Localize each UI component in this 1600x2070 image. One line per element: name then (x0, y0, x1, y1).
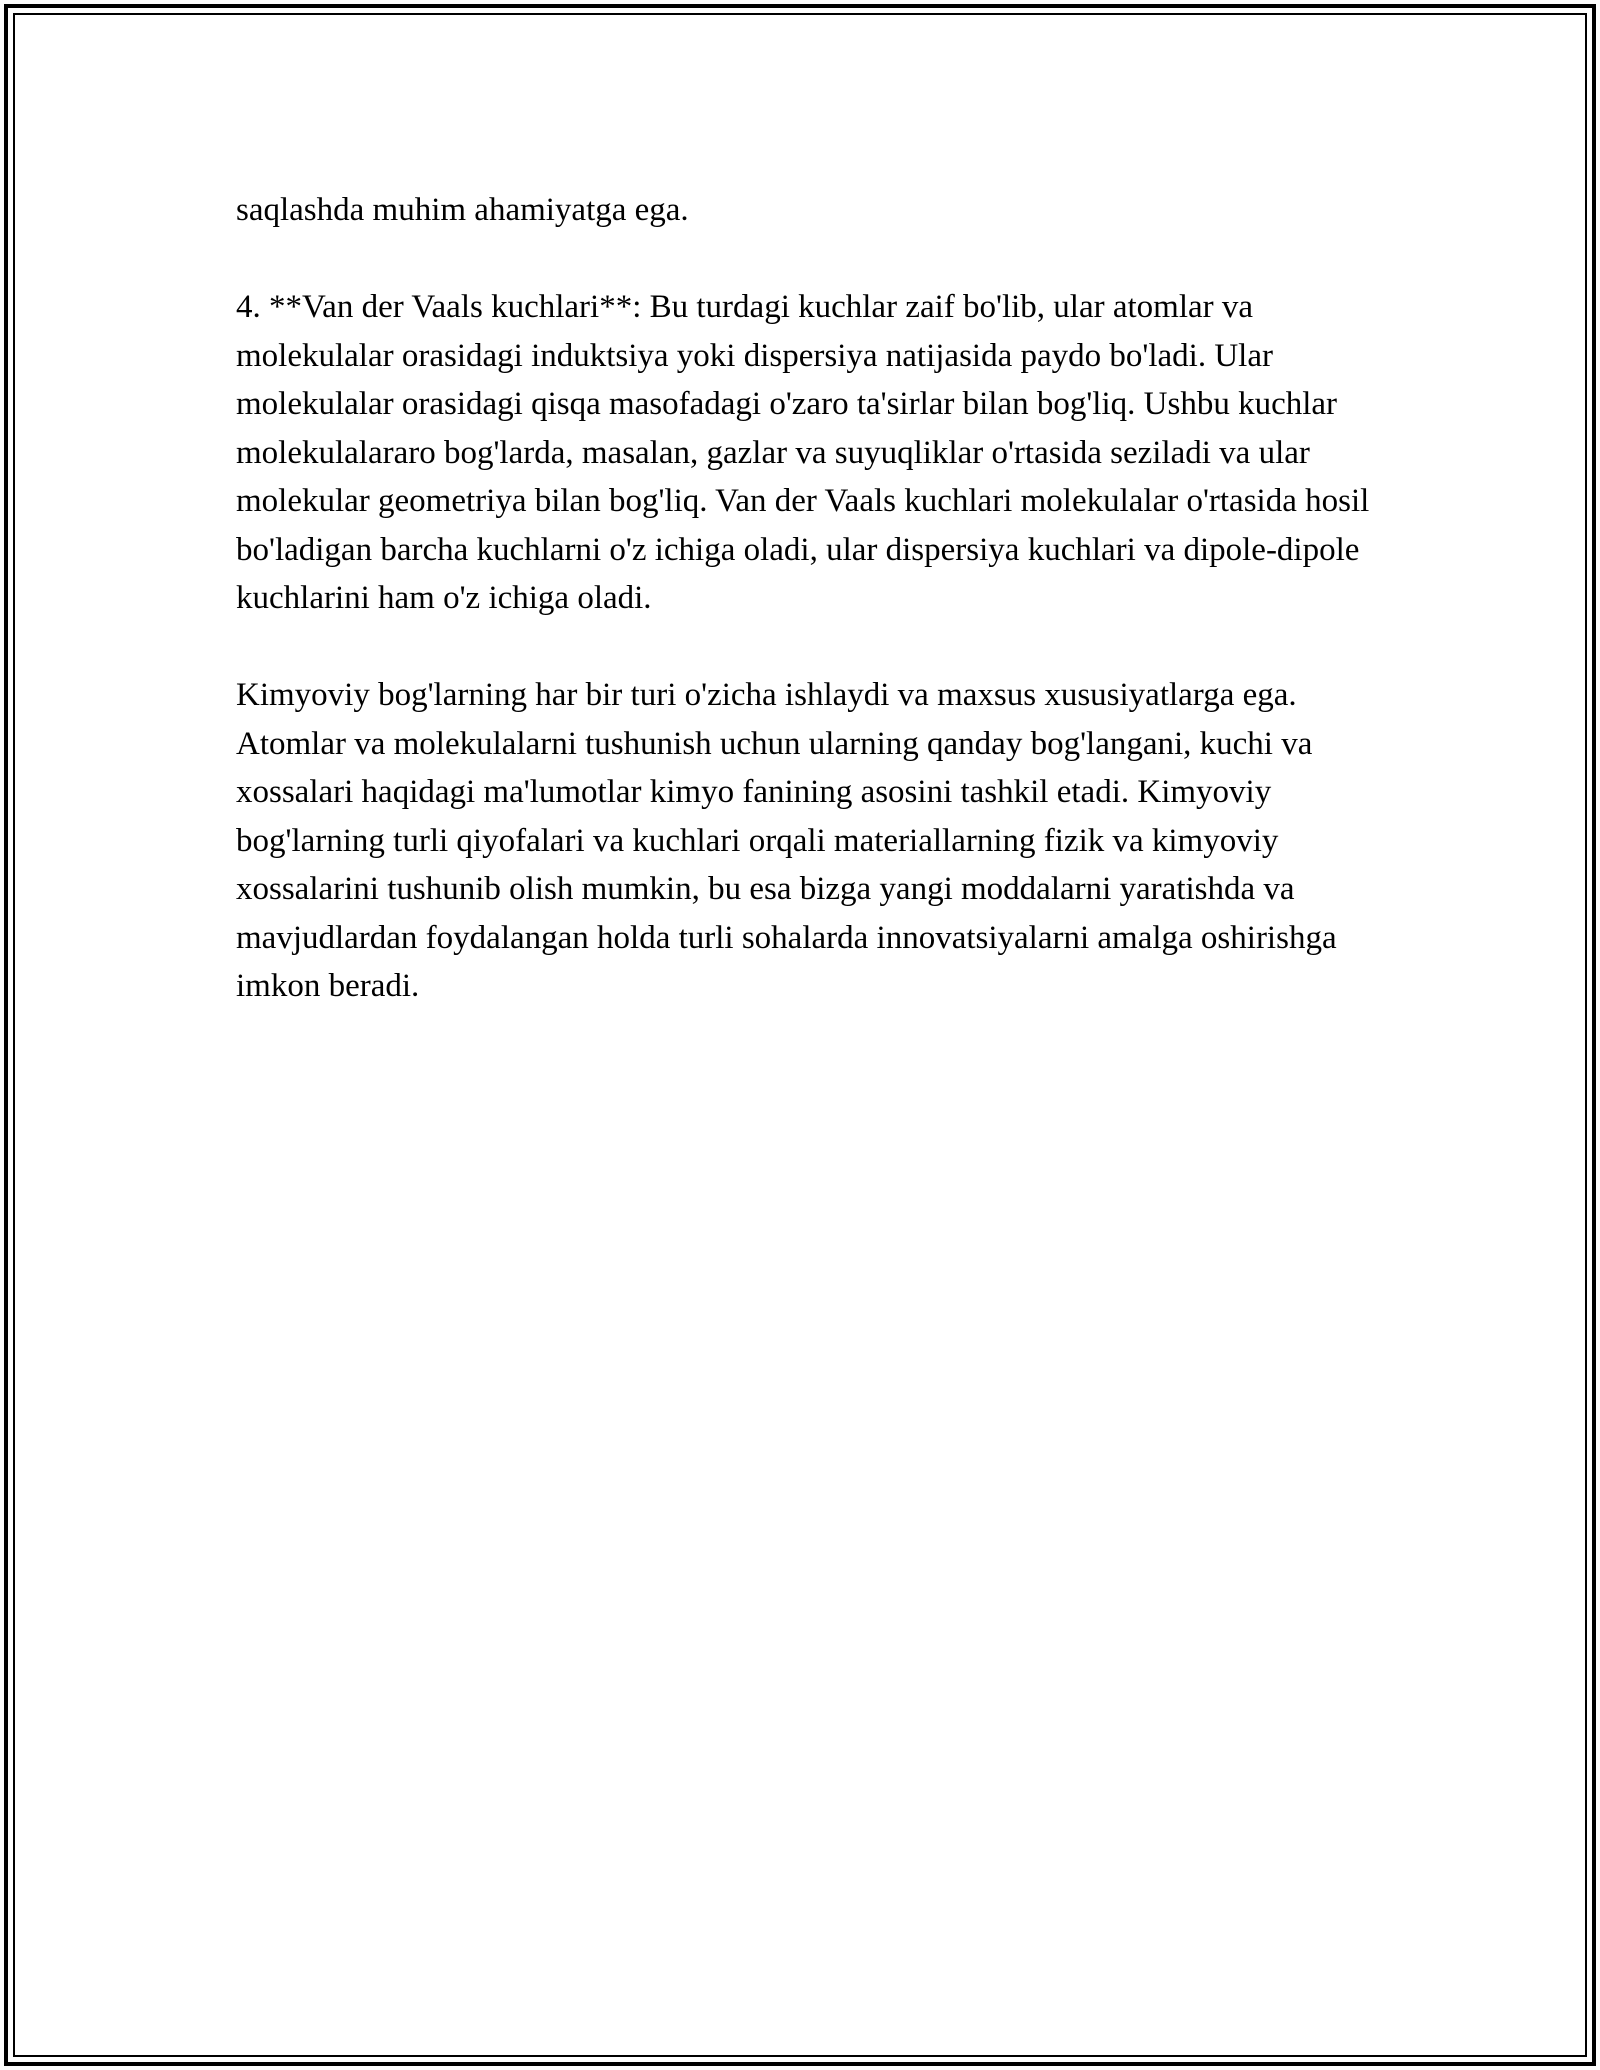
document-body (236, 186, 1376, 1059)
paragraph-conclusion: Kimyoviy bog'larning har bir turi o'zicha ishlaydi va maxsus xususiyatlarga ega. Atomlar va molekulalarni tushunish uchun ularning qanday bog'langani, kuchi va xossalari haqidagi ma'lumotlar kimyo fanining asosini tashkil etadi. Kimyoviy bog'larning turli qiyofalari va kuchlari orqali materiallarning fizik va kimyoviy xossalarini tushunib olish mumkin, bu esa bizga yangi moddalarni yaratishda va mavjudlardan foydalangan holda turli sohalarda innovatsiyalarni amalga oshirishga imkon beradi. (236, 677, 1337, 1004)
paragraph-van-der-vaals: 4. **Van der Vaals kuchlari**: Bu turdagi kuchlar zaif bo'lib, ular atomlar va molekulalar orasidagi induktsiya yoki dispersiya natijasida paydo bo'ladi. Ular molekulalar orasidagi qisqa masofadagi o'zaro ta'sirlar bilan bog'liq. Ushbu kuchlar molekulalararo bog'larda, masalan, gazlar va suyuqliklar o'rtasida seziladi va ular molekular geometriya bilan bog'liq. Van der Vaals kuchlari molekulalar o'rtasida hosil bo'ladigan barcha kuchlarni o'z ichiga oladi, ular dispersiya kuchlari va dipole-dipole kuchlarini ham o'z ichiga oladi. (236, 289, 1370, 616)
paragraph-continuation: saqlashda muhim ahamiyatga ega. (236, 192, 689, 228)
